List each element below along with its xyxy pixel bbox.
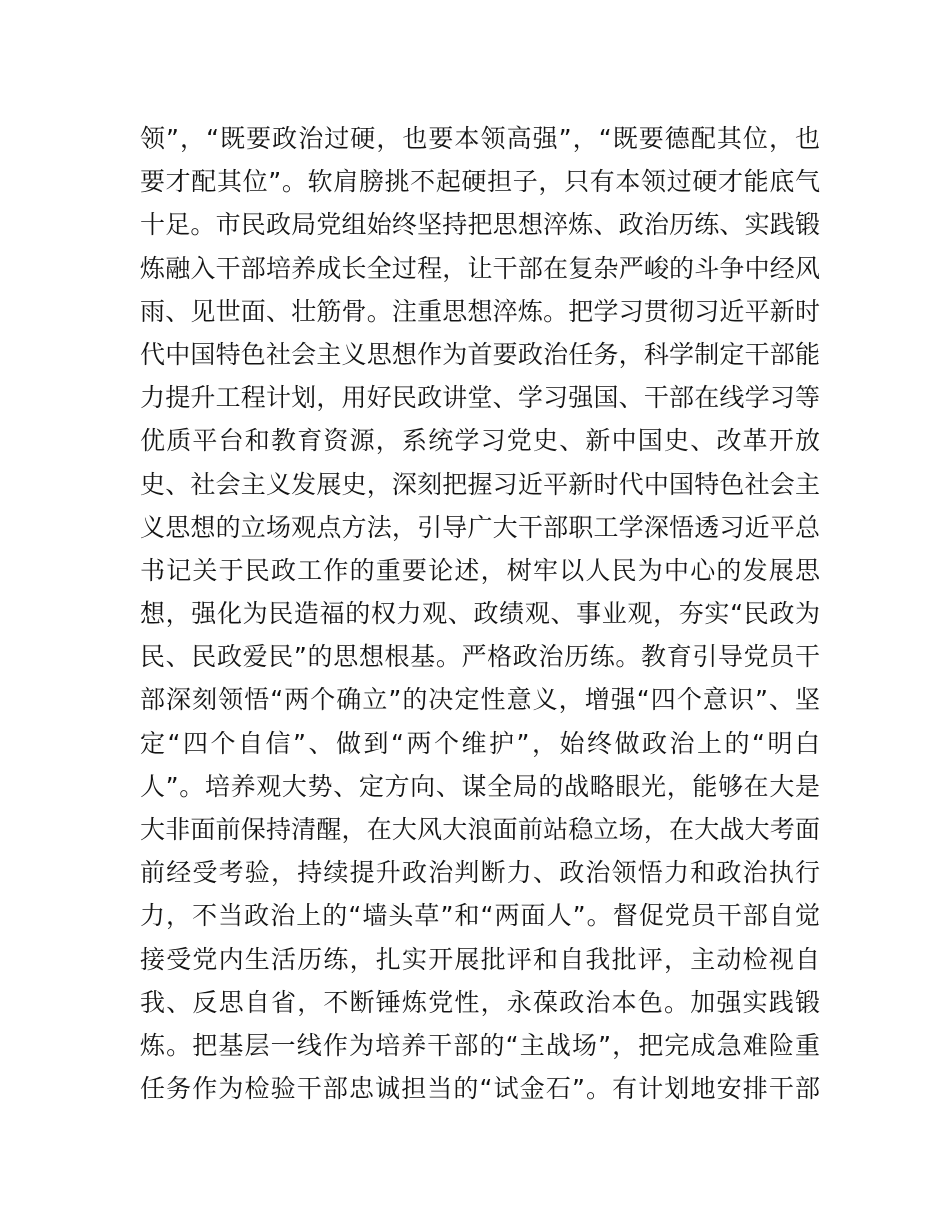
text-line: 史、社会主义发展史，深刻把握习近平新时代中国特色社会主	[140, 469, 820, 499]
text-line: 力，不当政治上的“墙头草”和“两面人”。督促党员干部自觉	[140, 901, 820, 931]
text-line: 定“四个自信”、做到“两个维护”，始终做政治上的“明白	[140, 728, 820, 758]
text-line: 炼融入干部培养成长全过程，让干部在复杂严峻的斗争中经风	[140, 253, 820, 283]
text-line: 力提升工程计划，用好民政讲堂、学习强国、干部在线学习等	[140, 383, 820, 413]
text-line: 民、民政爱民”的思想根基。严格政治历练。教育引导党员干	[140, 642, 820, 672]
text-line: 代中国特色社会主义思想作为首要政治任务，科学制定干部能	[140, 339, 820, 369]
body-paragraph	[140, 117, 820, 1110]
text-line: 想，强化为民造福的权力观、政绩观、事业观，夯实“民政为	[140, 599, 820, 629]
text-line: 大非面前保持清醒，在大风大浪面前站稳立场，在大战大考面	[140, 815, 820, 844]
text-line: 领”，“既要政治过硬，也要本领高强”，“既要德配其位，也	[140, 124, 820, 153]
text-line: 接受党内生活历练，扎实开展批评和自我批评，主动检视自	[140, 944, 820, 974]
text-line: 书记关于民政工作的重要论述，树牢以人民为中心的发展思	[140, 555, 820, 585]
text-line: 义思想的立场观点方法，引导广大干部职工学深悟透习近平总	[140, 512, 820, 542]
text-line: 人”。培养观大势、定方向、谋全局的战略眼光，能够在大是	[140, 771, 820, 801]
text-line: 部深刻领悟“两个确立”的决定性意义，增强“四个意识”、坚	[140, 685, 820, 715]
text-line: 优质平台和教育资源，系统学习党史、新中国史、改革开放	[140, 426, 820, 456]
text-line: 要才配其位”。软肩膀挑不起硬担子，只有本领过硬才能底气	[140, 167, 820, 197]
text-line: 十足。市民政局党组始终坚持把思想淬炼、政治历练、实践锻	[140, 210, 820, 240]
text-line: 雨、见世面、壮筋骨。注重思想淬炼。把学习贯彻习近平新时	[140, 296, 820, 326]
text-line: 炼。把基层一线作为培养干部的“主战场”，把完成急难险重	[140, 1030, 820, 1060]
text-line: 前经受考验，持续提升政治判断力、政治领悟力和政治执行	[140, 858, 820, 888]
text-line: 我、反思自省，不断锤炼党性，永葆政治本色。加强实践锻	[140, 987, 820, 1017]
text-line: 任务作为检验干部忠诚担当的“试金石”。有计划地安排干部	[140, 1074, 820, 1104]
